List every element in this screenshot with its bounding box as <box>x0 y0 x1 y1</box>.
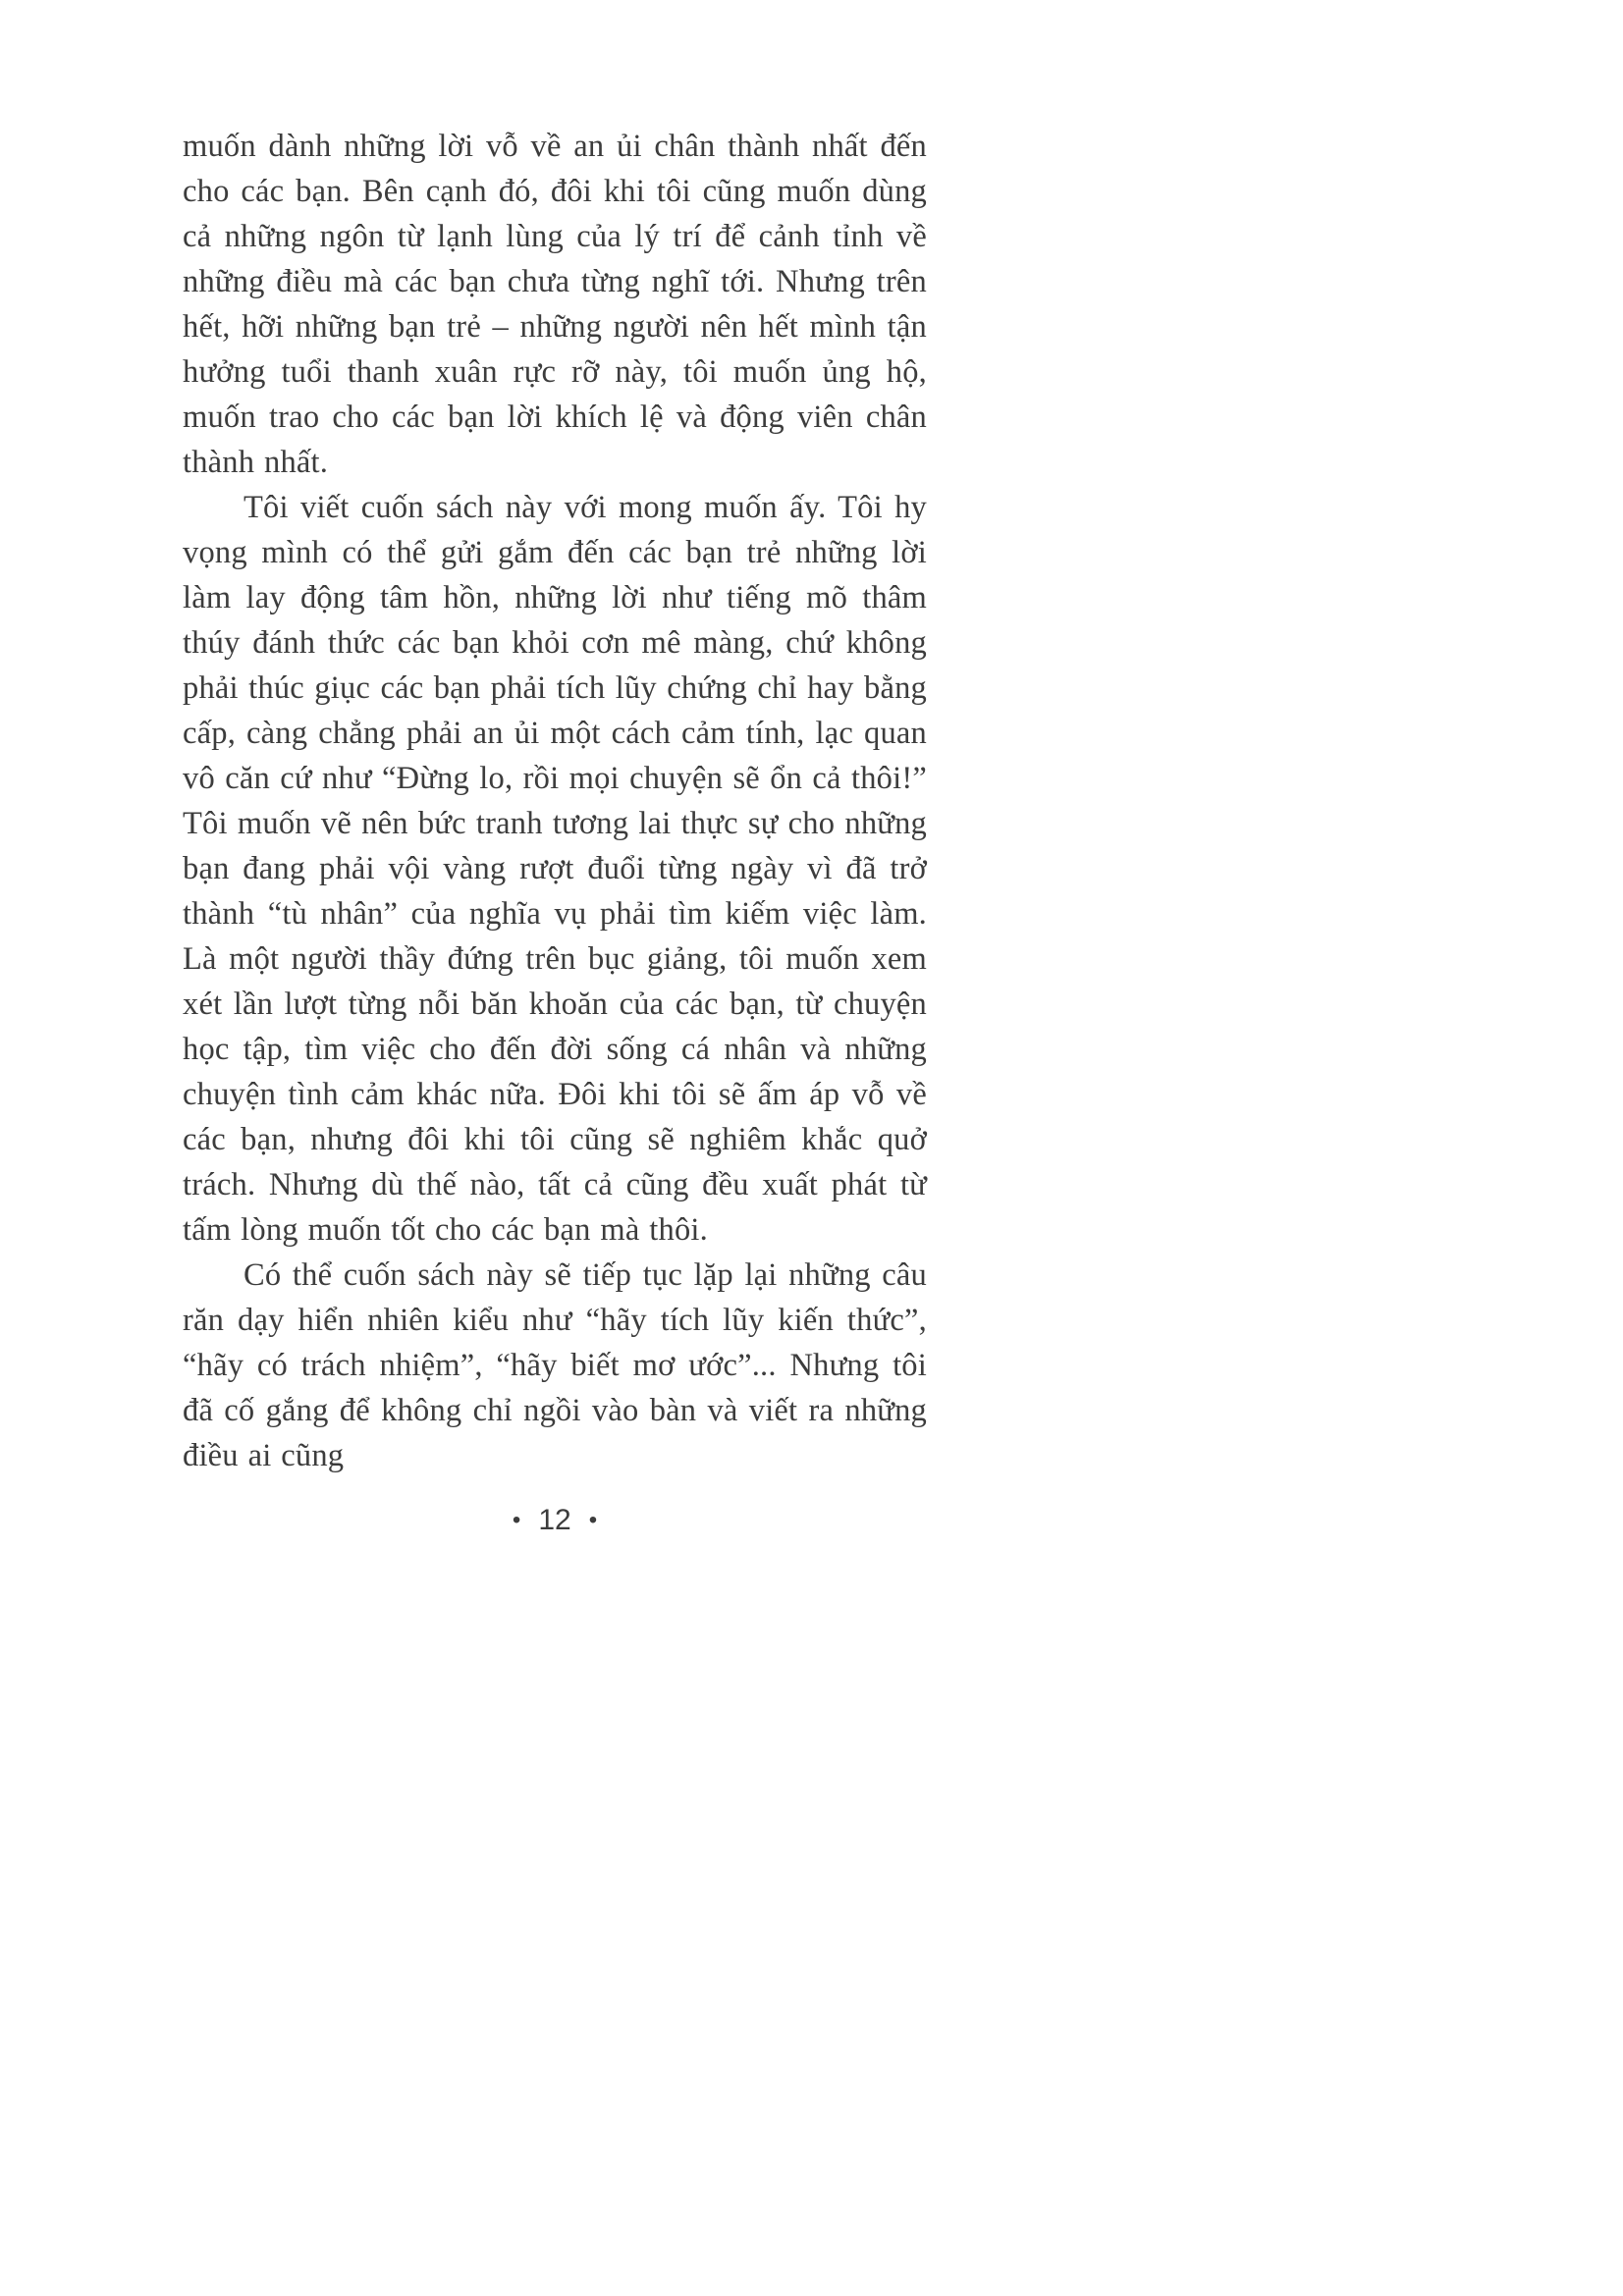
paragraph-continuation: muốn dành những lời vỗ về an ủi chân thành nhất đến cho các bạn. Bên cạnh đó, đôi khi tôi cũng muốn dùng cả những ngôn từ lạnh lùng của lý trí để cảnh tỉnh về những điều mà các bạn chưa từng nghĩ tới. Nhưng trên hết, hỡi những bạn trẻ – những người nên hết mình tận hưởng tuổi thanh xuân rực rỡ này, tôi muốn ủng hộ, muốn trao cho các bạn lời khích lệ và động viên chân thành nhất. <box>183 129 927 480</box>
page-number-bullet-right: • <box>588 1507 598 1533</box>
paragraph: Có thể cuốn sách này sẽ tiếp tục lặp lại những câu răn dạy hiển nhiên kiểu như “hãy tích lũy kiến thức”, “hãy có trách nhiệm”, “hãy biết mơ ước”... Nhưng tôi đã cố gắng để không chỉ ngồi vào bàn và viết ra những điều ai cũng <box>183 1257 927 1473</box>
page-number-bullet-left: • <box>512 1507 521 1533</box>
page-number <box>183 1504 927 1537</box>
text-block <box>183 124 927 1537</box>
page-number-value: 12 <box>538 1504 571 1536</box>
paragraph: Tôi viết cuốn sách này với mong muốn ấy. Tôi hy vọng mình có thể gửi gắm đến các bạn trẻ những lời làm lay động tâm hồn, những lời như tiếng mõ thâm thúy đánh thức các bạn khỏi cơn mê màng, chứ không phải thúc giục các bạn phải tích lũy chứng chỉ hay bằng cấp, càng chẳng phải an ủi một cách cảm tính, lạc quan vô căn cứ như “Đừng lo, rồi mọi chuyện sẽ ổn cả thôi!” Tôi muốn vẽ nên bức tranh tương lai thực sự cho những bạn đang phải vội vàng rượt đuổi từng ngày vì đã trở thành “tù nhân” của nghĩa vụ phải tìm kiếm việc làm. Là một người thầy đứng trên bục giảng, tôi muốn xem xét lần lượt từng nỗi băn khoăn của các bạn, từ chuyện học tập, tìm việc cho đến đời sống cá nhân và những chuyện tình cảm khác nữa. Đôi khi tôi sẽ ấm áp vỗ về các bạn, nhưng đôi khi tôi cũng sẽ nghiêm khắc quở trách. Nhưng dù thế nào, tất cả cũng đều xuất phát từ tấm lòng muốn tốt cho các bạn mà thôi. <box>183 490 927 1248</box>
